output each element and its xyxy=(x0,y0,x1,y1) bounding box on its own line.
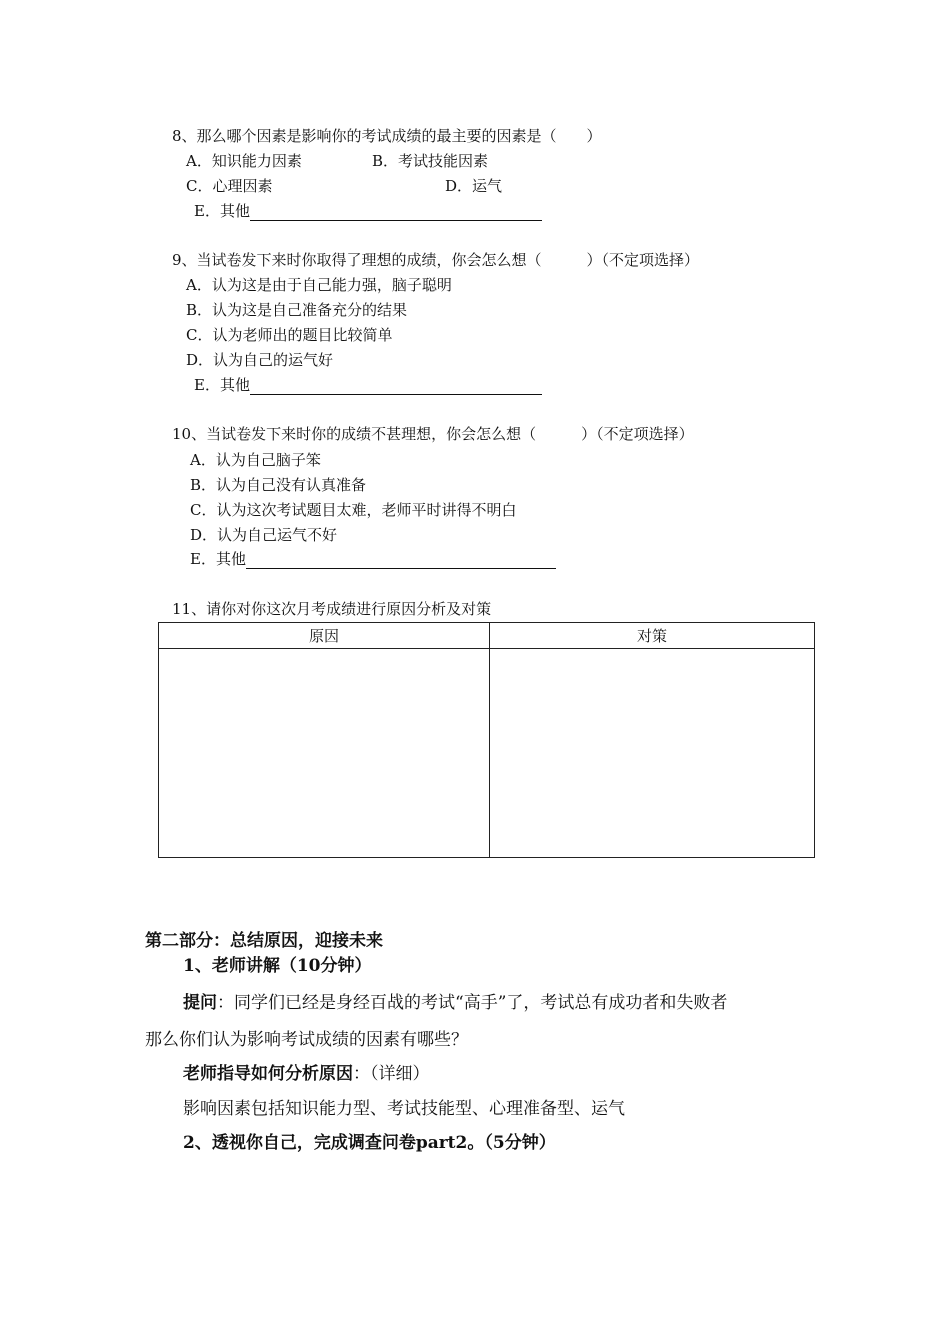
question-paragraph xyxy=(183,991,727,1015)
q10-stem: 10、当试卷发下来时你的成绩不甚理想，你会怎么想（ ）（不定项选择） xyxy=(172,425,694,443)
analysis-table xyxy=(158,622,815,858)
q9-stem: 9、当试卷发下来时你取得了理想的成绩，你会怎么想（ ）（不定项选择） xyxy=(172,251,700,269)
guide-note: ：（详细） xyxy=(353,1064,430,1084)
q10-option-e xyxy=(190,549,556,569)
column-header-reason: 原因 xyxy=(159,623,490,649)
q9-option-d: D．认为自己的运气好 xyxy=(186,351,334,369)
section2-title: 2、透视你自己，完成调查问卷part2。（5分钟） xyxy=(183,1133,556,1153)
factors-text: 影响因素包括知识能力型、考试技能型、心理准备型、运气 xyxy=(183,1099,625,1119)
q8-option-e-label: E．其他 xyxy=(194,202,250,220)
q8-option-c: C．心理因素 xyxy=(186,177,273,195)
guide-paragraph xyxy=(183,1062,430,1086)
q9-option-a: A．认为这是由于自己能力强，脑子聪明 xyxy=(186,276,452,294)
q10-option-b: B．认为自己没有认真准备 xyxy=(190,476,367,494)
q10-option-a: A．认为自己脑子笨 xyxy=(190,451,321,469)
ask-label: 提问 xyxy=(183,993,217,1013)
analysis-table-row xyxy=(159,649,815,858)
ask-text: ：同学们已经是身经百战的考试“高手”了，考试总有成功者和失败者 xyxy=(217,993,728,1013)
measure-cell[interactable] xyxy=(490,649,815,858)
ask-text-continued: 那么你们认为影响考试成绩的因素有哪些？ xyxy=(145,1030,468,1050)
q8-stem: 8、那么哪个因素是影响你的考试成绩的最主要的因素是（ ） xyxy=(172,127,602,145)
analysis-table-header xyxy=(159,623,815,649)
q8-option-e xyxy=(194,201,542,221)
reason-cell[interactable] xyxy=(159,649,490,858)
q9-option-e-label: E．其他 xyxy=(194,376,250,394)
q10-option-c: C．认为这次考试题目太难，老师平时讲得不明白 xyxy=(190,501,517,519)
q10-option-d: D．认为自己运气不好 xyxy=(190,526,338,544)
column-header-measure: 对策 xyxy=(490,623,815,649)
q8-option-d: D．运气 xyxy=(445,177,503,195)
q8-answer-blank[interactable] xyxy=(250,204,542,221)
q9-answer-blank[interactable] xyxy=(250,378,542,395)
q8-option-a: A．知识能力因素 xyxy=(186,152,302,170)
q11-stem: 11、请你对你这次月考成绩进行原因分析及对策 xyxy=(172,600,492,618)
q10-answer-blank[interactable] xyxy=(246,552,556,569)
q10-option-e-label: E．其他 xyxy=(190,550,246,568)
part2-heading: 第二部分：总结原因，迎接未来 xyxy=(145,931,383,951)
q9-option-c: C．认为老师出的题目比较简单 xyxy=(186,326,393,344)
q9-option-e xyxy=(194,375,542,395)
q8-option-b: B．考试技能因素 xyxy=(372,152,489,170)
guide-label: 老师指导如何分析原因 xyxy=(183,1064,353,1084)
section1-title: 1、老师讲解（10分钟） xyxy=(183,956,372,976)
q9-option-b: B．认为这是自己准备充分的结果 xyxy=(186,301,408,319)
